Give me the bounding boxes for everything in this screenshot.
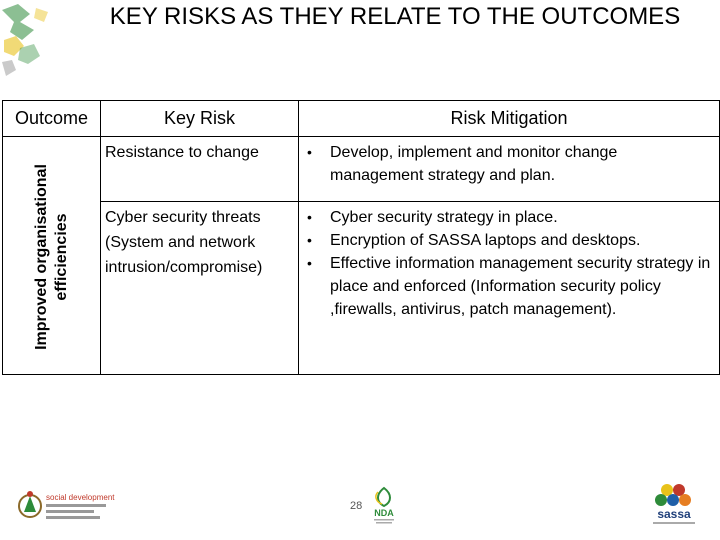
header-key-risk: Key Risk — [101, 101, 299, 137]
mitigation-list — [299, 202, 719, 327]
page-number: 28 — [350, 500, 363, 512]
mitigation-list — [299, 137, 719, 193]
table-header-row — [3, 101, 720, 137]
mitigation-item: • Cyber security strategy in place. — [299, 206, 711, 229]
key-risk-text: Resistance to change — [105, 144, 259, 161]
table-row — [3, 202, 720, 375]
outcome-cell — [3, 137, 101, 375]
mitigation-item: • Effective information management security strategy in place and enforced (Information security policy ,firewalls, antivirus, patch management). — [299, 252, 711, 321]
social-development-logo — [18, 486, 128, 526]
corner-decoration — [0, 0, 60, 80]
social-development-logo-text: social development — [46, 493, 115, 502]
key-risk-text: Cyber security threats (System and network intrusion/compromise) — [105, 209, 263, 276]
slide-title: KEY RISKS AS THEY RELATE TO THE OUTCOMES — [109, 3, 681, 30]
mitigation-cell — [299, 137, 720, 202]
header-outcome: Outcome — [3, 101, 101, 137]
risk-table — [2, 100, 720, 375]
table-row — [3, 137, 720, 202]
outcome-label: Improved organisational efficiencies — [33, 164, 70, 350]
nda-logo-text: NDA — [374, 508, 394, 518]
mitigation-cell — [299, 202, 720, 375]
nda-logo — [362, 486, 406, 526]
key-risk-cell — [101, 202, 299, 375]
header-risk-mitigation: Risk Mitigation — [299, 101, 720, 137]
sassa-logo-text: sassa — [657, 507, 691, 521]
mitigation-item: • Develop, implement and monitor change management strategy and plan. — [299, 141, 711, 187]
key-risk-cell — [101, 137, 299, 202]
mitigation-item: • Encryption of SASSA laptops and desktops. — [299, 229, 711, 252]
sassa-logo — [645, 480, 703, 528]
